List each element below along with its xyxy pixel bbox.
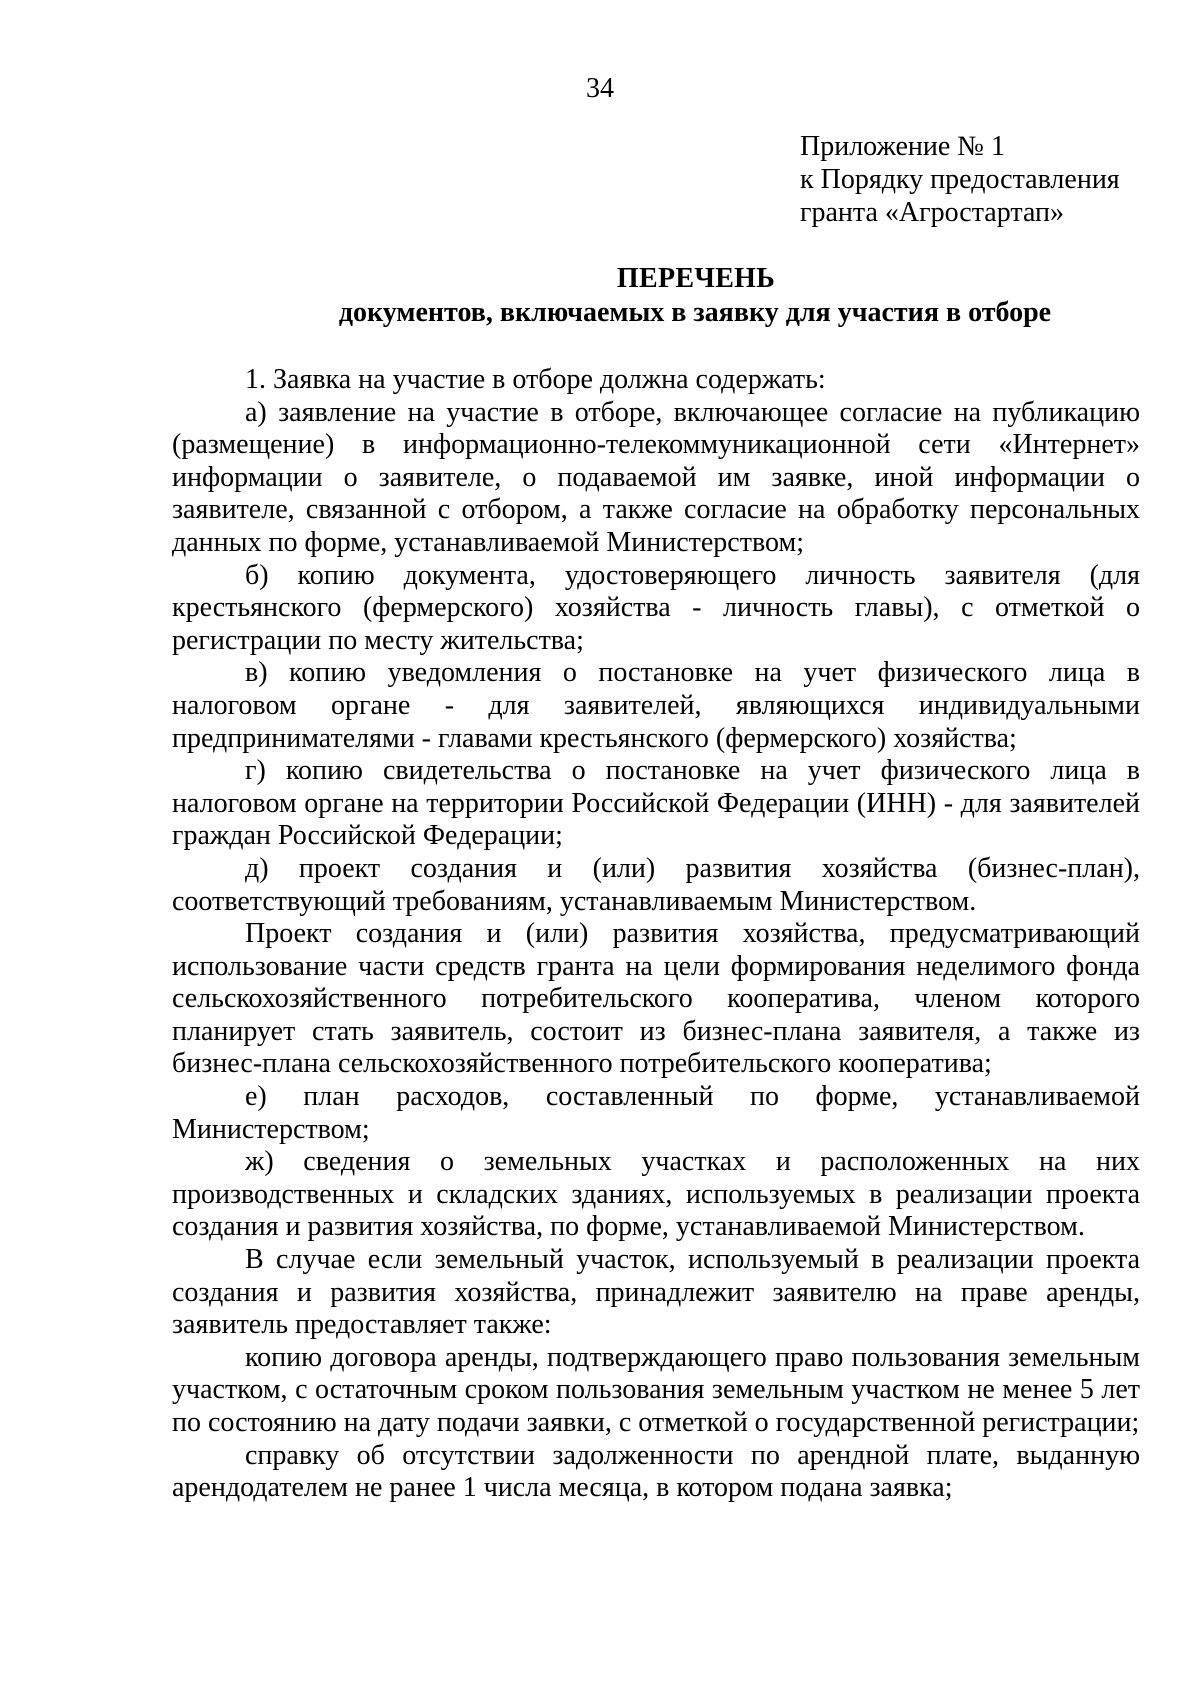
appendix-line-3: гранта «Агростартап» — [800, 197, 1064, 228]
paragraph-item-e: е) план расходов, составленный по форме, устанавливаемой Министерством; — [172, 1081, 1140, 1145]
paragraph-item-g: г) копию свидетельства о постановке на учет физического лица в налоговом органе на территории Российской Федерации (ИНН) - для заявителей граждан Российской Федерации; — [172, 755, 1140, 852]
appendix-line-1: Приложение № 1 — [800, 131, 1005, 162]
document-body — [172, 364, 1140, 1505]
document-title: ПЕРЕЧЕНЬ — [616, 263, 776, 294]
paragraph-item-b: б) копию документа, удостоверяющего личность заявителя (для крестьянского (фермерского) хозяйства - личность главы), с отметкой о регистрации по месту жительства; — [172, 559, 1140, 656]
paragraph-item-a: а) заявление на участие в отборе, включающее согласие на публикацию (размещение) в информационно-телекоммуникационной сети «Интернет» информации о заявителе, о подаваемой им заявке, иной информации о заявителе, связанной с отбором, а также согласие на обработку персональных данных по форме, устанавливаемой Министерством; — [172, 396, 1140, 558]
paragraph-project-note: Проект создания и (или) развития хозяйства, предусматривающий использование части средств гранта на цели формирования неделимого фонда сельскохозяйственного потребительского кооператива, членом которого планирует стать заявитель, состоит из бизнес-плана заявителя, а также из бизнес-плана сельскохозяйственного потребительского кооператива; — [172, 918, 1140, 1080]
paragraph-item-v: в) копию уведомления о постановке на учет физического лица в налоговом органе - для заявителей, являющихся индивидуальными предпринимателями - главами крестьянского (фермерского) хозяйства; — [172, 657, 1140, 754]
paragraph-lease-case: В случае если земельный участок, используемый в реализации проекта создания и развития хозяйства, принадлежит заявителю на праве аренды, заявитель предоставляет также: — [172, 1244, 1140, 1341]
paragraph-intro: 1. Заявка на участие в отборе должна содержать: — [245, 364, 826, 395]
page-number: 34 — [586, 73, 614, 104]
paragraph-item-zh: ж) сведения о земельных участках и расположенных на них производственных и складских зданиях, используемых в реализации проекта создания и развития хозяйства, по форме, устанавливаемой Министерством. — [172, 1146, 1140, 1243]
document-subtitle: документов, включаемых в заявку для участия в отборе — [338, 297, 1052, 328]
paragraph-lease-certificate: справку об отсутствии задолженности по арендной плате, выданную арендодателем не ранее 1 числа месяца, в котором подана заявка; — [172, 1439, 1140, 1504]
appendix-reference — [800, 130, 1180, 229]
appendix-line-2: к Порядку предоставления — [800, 164, 1120, 195]
paragraph-lease-contract: копию договора аренды, подтверждающего право пользования земельным участком, с остаточным сроком пользования земельным участком не менее 5 лет по состоянию на дату подачи заявки, с отметкой о государственной регистрации; — [172, 1341, 1140, 1438]
paragraph-item-d: д) проект создания и (или) развития хозяйства (бизнес-план), соответствующий требованиям, устанавливаемым Министерством. — [172, 852, 1140, 917]
